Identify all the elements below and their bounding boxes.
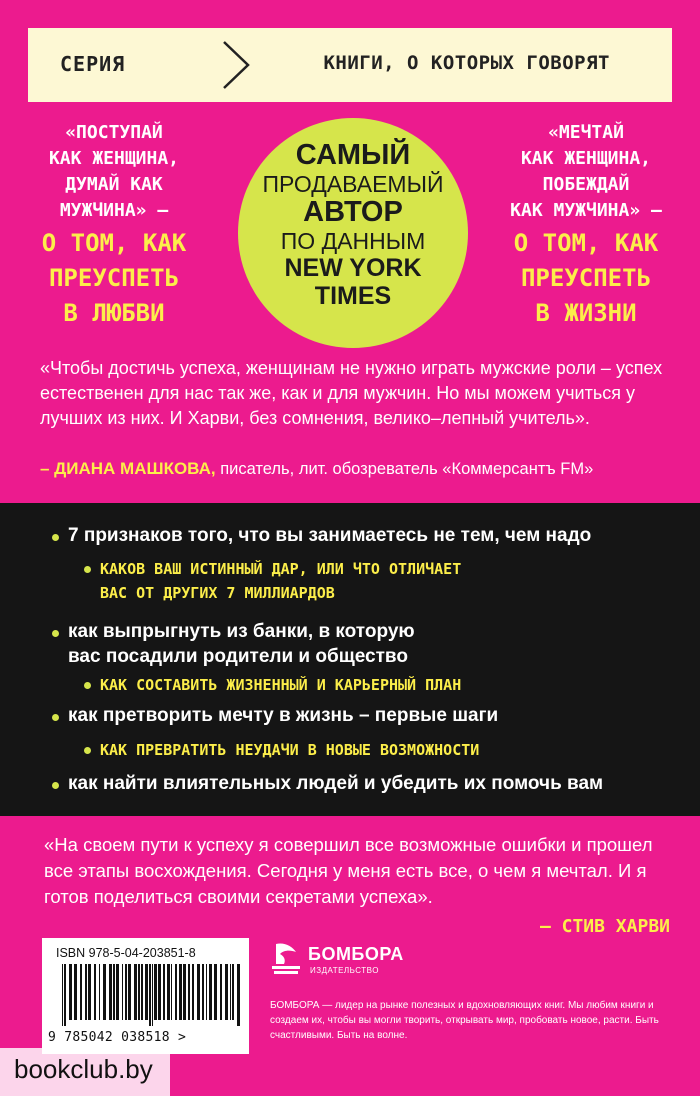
left-highlight-line: ПРЕУСПЕТЬ [48, 264, 180, 292]
barcode-bar [134, 964, 137, 1020]
barcode-bar [179, 964, 182, 1020]
barcode-bar [138, 964, 140, 1020]
badge-line: ПО ДАННЫМ [280, 228, 426, 254]
barcode-bar [202, 964, 204, 1020]
publisher-logo-icon [270, 940, 302, 976]
benefit-text: как найти влиятельных людей и убедить их помочь вам [68, 773, 604, 794]
barcode-bar [209, 964, 212, 1020]
author-quote-attribution: – СТИВ ХАРВИ [539, 916, 670, 937]
barcode-digits: 9 785042 038518 > [48, 1030, 187, 1045]
barcode-bar [62, 964, 63, 1026]
benefit-subitem [100, 673, 461, 697]
left-quote-line: КАК ЖЕНЩИНА, [48, 148, 180, 169]
barcode-bar [88, 964, 91, 1020]
left-tagline [4, 120, 224, 329]
benefit-item [68, 771, 603, 796]
left-quote-line: «ПОСТУПАЙ [65, 122, 163, 143]
benefits-panel [0, 503, 700, 816]
benefit-subtext: КАКОВ ВАШ ИСТИННЫЙ ДАР, ИЛИ ЧТО ОТЛИЧАЕТ [100, 560, 462, 578]
barcode-bar [64, 964, 66, 1026]
benefit-item [68, 619, 415, 669]
barcode-bar [145, 964, 148, 1020]
right-highlight-line: О ТОМ, КАК [513, 229, 659, 257]
publisher-description: БОМБОРА — лидер на рынке полезных и вдохновляющих книг. Мы любим книги и создаем их, чтобы вы могли творить, открывать мир, пробовать новое, расти. Быть счастливыми. Быть на волне. [270, 1000, 659, 1041]
badge-line: TIMES [314, 282, 392, 310]
chevron-right-icon [208, 38, 262, 92]
barcode-bar [171, 964, 172, 1020]
right-quote-line: КАК МУЖЧИНА» – [510, 200, 662, 221]
bestseller-badge [238, 118, 468, 348]
right-highlight-line: В ЖИЗНИ [535, 299, 637, 327]
barcode-bar [220, 964, 222, 1020]
barcode-bar [141, 964, 143, 1020]
left-highlight-line: В ЛЮБВИ [63, 299, 165, 327]
bullet-dot-icon [84, 747, 91, 754]
barcode-bar [237, 964, 240, 1026]
right-quote-line: КАК ЖЕНЩИНА, [520, 148, 652, 169]
right-quote-line: ПОБЕЖДАЙ [542, 174, 630, 195]
barcode-bar [94, 964, 96, 1020]
left-highlight-line: О ТОМ, КАК [41, 229, 187, 257]
barcode-bar [125, 964, 127, 1020]
badge-line: NEW YORK [284, 254, 422, 282]
barcode-bar [183, 964, 186, 1020]
bullet-dot-icon [52, 714, 59, 721]
left-quote-line: МУЖЧИНА» – [59, 200, 169, 221]
badge-line: ПРОДАВАЕМЫЙ [262, 171, 444, 197]
barcode-bar [69, 964, 72, 1020]
publisher-subtitle: ИЗДАТЕЛЬСТВО [310, 966, 379, 975]
barcode-bar [154, 964, 157, 1020]
badge-line: АВТОР [303, 196, 403, 228]
bullet-dot-icon [52, 782, 59, 789]
barcode-bar [225, 964, 228, 1020]
benefit-subtext: ВАС ОТ ДРУГИХ 7 МИЛЛИАРДОВ [100, 584, 335, 602]
barcode-bar [167, 964, 170, 1020]
series-title: КНИГИ, О КОТОРЫХ ГОВОРЯТ [323, 52, 610, 74]
isbn-text: ISBN 978-5-04-203851-8 [56, 946, 196, 960]
bullet-dot-icon [52, 630, 59, 637]
bullet-dot-icon [84, 682, 91, 689]
barcode-bar [103, 964, 106, 1020]
barcode-bar [188, 964, 190, 1020]
benefit-subitem [100, 738, 479, 762]
benefit-subtext: КАК ПРЕВРАТИТЬ НЕУДАЧИ В НОВЫЕ ВОЗМОЖНОСТИ [100, 741, 480, 759]
bullet-dot-icon [52, 534, 59, 541]
barcode-bar [85, 964, 87, 1020]
review-quote: «Чтобы достичь успеха, женщинам не нужно играть мужские роли – успех естественен для нас так же, как и для мужчин. Но мы можем учиться у лучших из них. И Харви, без сомнения, велико–лепный учитель». [40, 358, 663, 428]
barcode-bar [128, 964, 131, 1020]
benefit-text: вас посадили родители и общество [68, 646, 408, 667]
barcode-bar [116, 964, 119, 1020]
barcode-bar [158, 964, 161, 1020]
barcode-bar [230, 964, 231, 1020]
barcode-bar [206, 964, 207, 1020]
barcode-bar [149, 964, 151, 1026]
barcode-bar [192, 964, 194, 1020]
barcode [42, 938, 249, 1054]
benefit-text: как претворить мечту в жизнь – первые шаги [68, 705, 499, 726]
benefit-subtext: КАК СОСТАВИТЬ ЖИЗНЕННЫЙ И КАРЬЕРНЫЙ ПЛАН [100, 676, 462, 694]
benefit-item [68, 703, 498, 728]
bullet-dot-icon [84, 566, 91, 573]
benefit-text: как выпрыгнуть из банки, в которую [68, 621, 415, 642]
right-quote-line: «МЕЧТАЙ [548, 122, 624, 143]
barcode-bar [74, 964, 77, 1020]
barcode-bar [109, 964, 112, 1020]
review-author: – ДИАНА МАШКОВА, [40, 459, 216, 478]
barcode-bar [152, 964, 153, 1026]
site-watermark: bookclub.by [14, 1054, 153, 1084]
barcode-bar [197, 964, 200, 1020]
benefit-text: 7 признаков того, что вы занимаетесь не тем, чем надо [68, 525, 592, 546]
badge-line: САМЫЙ [295, 139, 411, 171]
barcode-bars [60, 964, 242, 1026]
barcode-bar [232, 964, 234, 1020]
benefit-item [68, 523, 591, 548]
barcode-bar [175, 964, 177, 1020]
barcode-bar [163, 964, 165, 1020]
left-quote-line: ДУМАЙ КАК [65, 174, 163, 195]
review-author-role: писатель, лит. обозреватель «Коммерсантъ FM» [215, 460, 594, 478]
barcode-bar [122, 964, 123, 1020]
series-band [28, 28, 672, 102]
right-highlight-line: ПРЕУСПЕТЬ [520, 264, 652, 292]
barcode-bar [80, 964, 82, 1020]
series-label: СЕРИЯ [60, 52, 126, 76]
barcode-bar [113, 964, 115, 1020]
barcode-bar [214, 964, 217, 1020]
publisher-name: БОМБОРА [308, 944, 404, 964]
barcode-bar [99, 964, 100, 1020]
review-attribution [40, 459, 593, 479]
benefit-subitem [100, 557, 461, 605]
right-tagline [476, 120, 696, 329]
author-quote: «На своем пути к успеху я совершил все возможные ошибки и прошел все этапы восхождения. Сегодня у меня есть все, о чем я мечтал. И я готов поделиться своими секретами успеха». [44, 834, 653, 907]
